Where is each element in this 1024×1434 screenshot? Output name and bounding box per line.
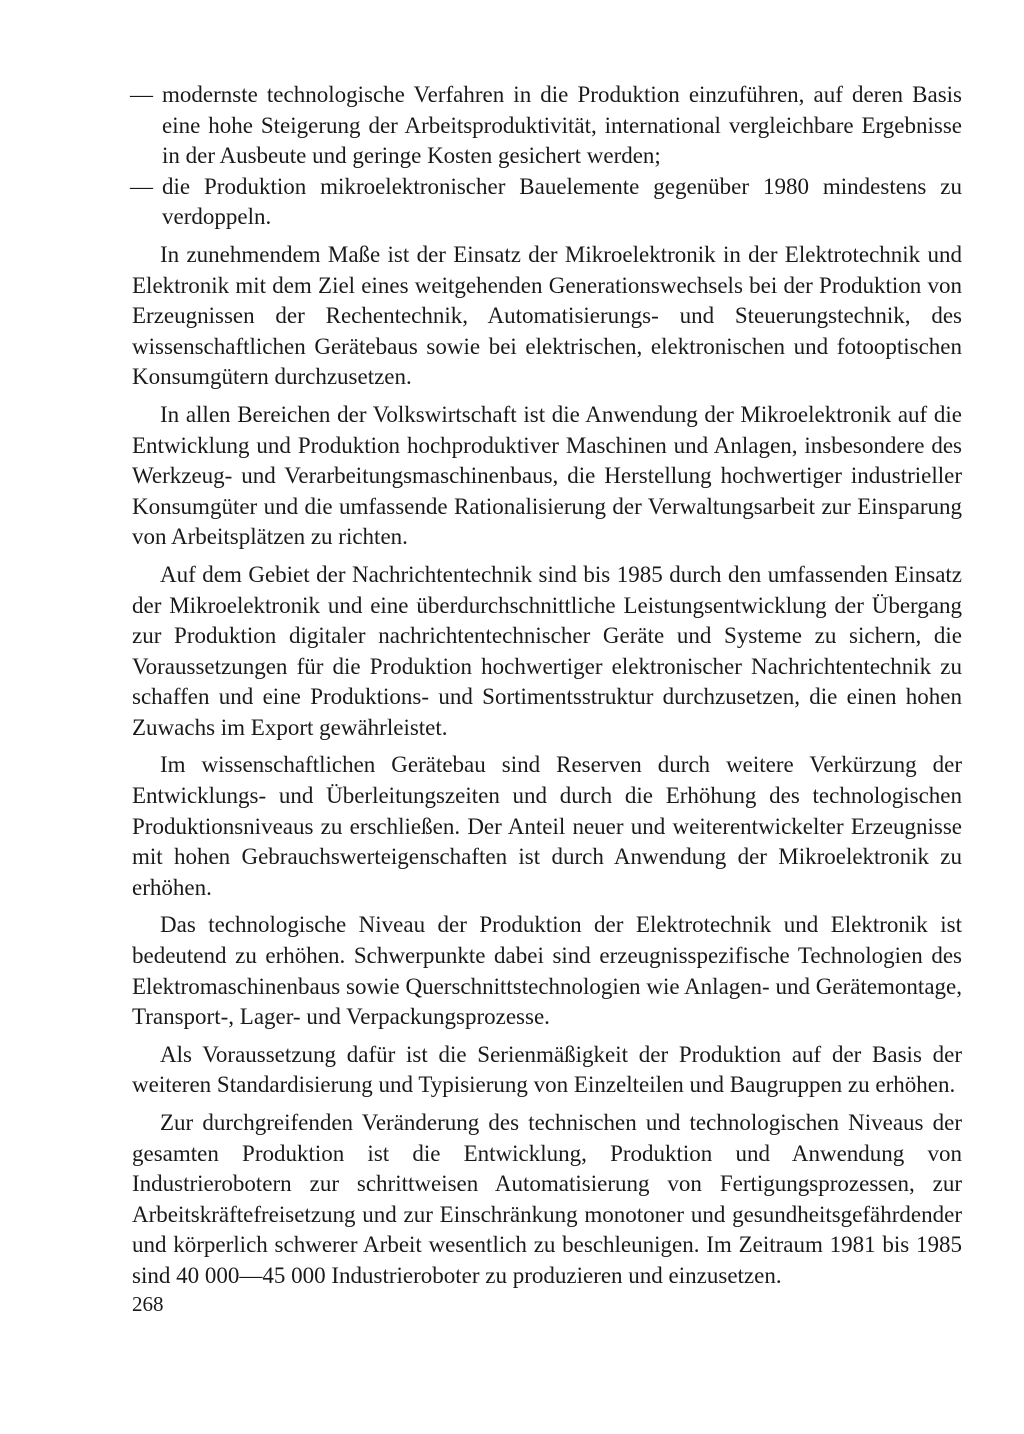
paragraph: In allen Bereichen der Volkswirtschaft ist die Anwendung der Mikroelektronik auf die Entwicklung und Produktion hochproduktiver Maschinen und Anlagen, insbesondere des Werkzeug- und Verarbeitungsmaschinenbaus, die Herstellung hochwertiger industrieller Konsumgüter und die umfassende Rationalisierung der Verwaltungsarbeit zur Einsparung von Arbeitsplätzen zu richten. <box>132 401 962 550</box>
paragraph: Als Voraussetzung dafür ist die Serienmäßigkeit der Produktion auf der Basis der weiteren Standardisierung und Typisierung von Einzelteilen und Baugruppen zu erhöhen. <box>132 1041 962 1098</box>
list-item <box>132 80 962 172</box>
paragraph: Im wissenschaftlichen Gerätebau sind Reserven durch weitere Verkürzung der Entwicklungs- und Überleitungszeiten und durch die Erhöhung des technologischen Produktionsniveaus zu erschließen. Der Anteil neuer und weiterentwickelter Erzeugnisse mit hohen Gebrauchswerteigenschaften ist durch Anwendung der Mikroelektronik zu erhöhen. <box>132 752 962 900</box>
list-dash: — <box>130 173 153 199</box>
list-item-text: die Produktion mikroelektronischer Bauelemente gegenüber 1980 mindestens zu verdoppeln. <box>162 173 962 230</box>
list-dash: — <box>130 82 153 107</box>
page-number: 268 <box>132 1292 164 1316</box>
paragraph: In zunehmendem Maße ist der Einsatz der Mikroelektronik in der Elektrotechnik und Elektronik mit dem Ziel eines weitgehenden Generationswechsels bei der Produktion von Erzeugnissen der Rechentechnik, Automatisierungs- und Steuerungstechnik, des wissenschaftlichen Gerätebaus sowie bei elektrischen, elektronischen und fotooptischen Konsumgütern durchzusetzen. <box>132 241 962 390</box>
paragraph: Das technologische Niveau der Produktion der Elektrotechnik und Elektronik ist bedeutend zu erhöhen. Schwerpunkte dabei sind erzeugnisspezifische Technologien des Elektromaschinenbaus sowie Querschnittstechnologien wie Anlagen- und Gerätemontage, Transport-, Lager- und Verpackungsprozesse. <box>132 912 962 1030</box>
list-item-text: modernste technologische Verfahren in die Produktion einzuführen, auf deren Basis eine hohe Steigerung der Arbeitsproduktivität, international vergleichbare Ergebnisse in der Ausbeute und geringe Kosten gesichert werden; <box>162 82 962 169</box>
paragraph: Auf dem Gebiet der Nachrichtentechnik sind bis 1985 durch den umfassenden Einsatz der Mikroelektronik und eine überdurchschnittliche Leistungsentwicklung der Übergang zur Produktion digitaler nachrichtentechnischer Geräte und Systeme zu sichern, die Voraussetzungen für die Produktion hochwertiger elektronischer Nachrichtentechnik zu schaffen und eine Produktions- und Sortimentsstruktur durchzusetzen, die einen hohen Zuwachs im Export gewährleistet. <box>132 561 962 740</box>
paragraph: Zur durchgreifenden Veränderung des technischen und technologischen Niveaus der gesamten Produktion ist die Entwicklung, Produktion und Anwendung von Industrierobotern zur schrittweisen Automatisierung von Fertigungsprozessen, zur Arbeitskräftefreisetzung und zur Einschränkung monotoner und gesundheitsgefährdender und körperlich schwerer Arbeit wesentlich zu beschleunigen. Im Zeitraum 1981 bis 1985 sind 40 000—45 000 Industrieroboter zu produzieren und einzusetzen. <box>132 1110 962 1288</box>
list-item <box>132 172 962 233</box>
page-body <box>132 80 962 1292</box>
